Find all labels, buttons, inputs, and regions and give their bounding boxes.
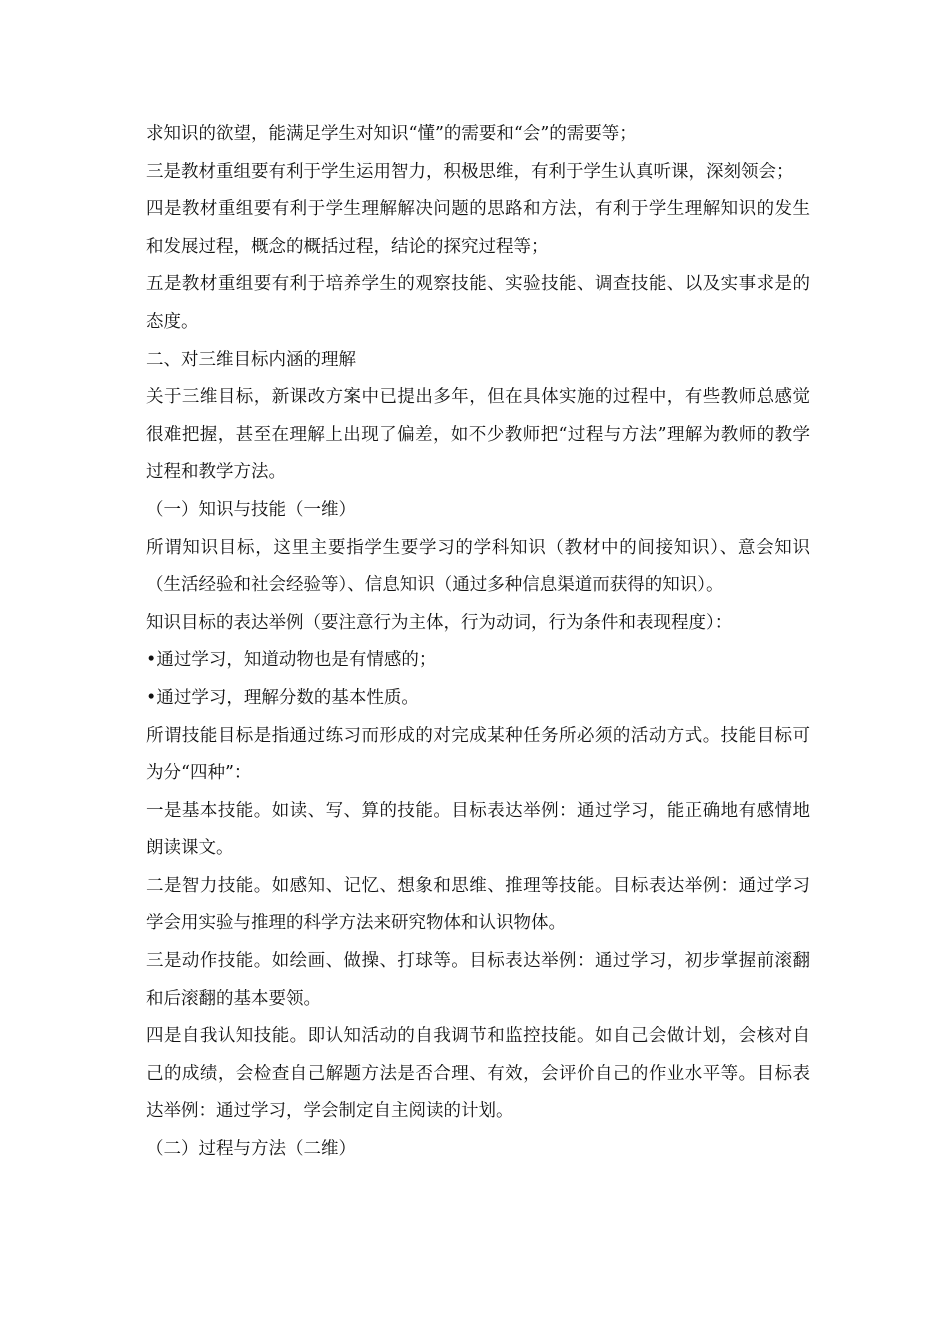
paragraph-point-five: 五是教材重组要有利于培养学生的观察技能、实验技能、调查技能、以及实事求是的态度。 <box>146 274 810 332</box>
paragraph-point-three: 三是教材重组要有利于学生运用智力，积极思维，有利于学生认真听课，深刻领会； <box>146 161 794 182</box>
bullet-example-fractions: •通过学习，理解分数的基本性质。 <box>146 687 419 708</box>
paragraph-self-cognition-skills: 四是自我认知技能。即认知活动的自我调节和监控技能。如自己会做计划，会核对自己的成绩，会检查自己解题方法是否合理、有效，会评价自己的作业水平等。目标表达举例：通过学习，学会制定自主阅读的计划。 <box>146 1026 810 1122</box>
paragraph-motor-skills: 三是动作技能。如绘画、做操、打球等。目标表达举例：通过学习，初步掌握前滚翻和后滚翻的基本要领。 <box>146 951 810 1009</box>
section-heading-three-dimensional-goals: 二、对三维目标内涵的理解 <box>146 349 356 370</box>
document-body <box>146 116 810 1169</box>
paragraph-basic-skills: 一是基本技能。如读、写、算的技能。目标表达举例：通过学习，能正确地有感情地朗读课文。 <box>146 800 810 859</box>
paragraph-three-dimensional-intro: 关于三维目标，新课改方案中已提出多年，但在具体实施的过程中，有些教师总感觉很难把握，甚至在理解上出现了偏差，如不少教师把“过程与方法”理解为教师的教学过程和教学方法。 <box>146 387 810 483</box>
paragraph-point-four: 四是教材重组要有利于学生理解解决问题的思路和方法，有利于学生理解知识的发生和发展过程，概念的概括过程，结论的探究过程等； <box>146 199 810 257</box>
subheading-process-and-method: （二）过程与方法（二维） <box>146 1139 356 1160</box>
paragraph-knowledge-goal-example-intro: 知识目标的表达举例（要注意行为主体，行为动词，行为条件和表现程度）： <box>146 612 733 633</box>
paragraph-learning-desire: 求知识的欲望，能满足学生对知识“懂”的需要和“会”的需要等； <box>146 124 637 144</box>
subheading-knowledge-and-skills: （一）知识与技能（一维） <box>146 499 356 520</box>
paragraph-skill-goal-definition: 所谓技能目标是指通过练习而形成的对完成某种任务所必须的活动方式。技能目标可为分“四种”： <box>146 725 810 784</box>
bullet-example-animals: •通过学习，知道动物也是有情感的； <box>146 650 437 671</box>
paragraph-intellectual-skills: 二是智力技能。如感知、记忆、想象和思维、推理等技能。目标表达举例：通过学习学会用实验与推理的科学方法来研究物体和认识物体。 <box>146 875 810 934</box>
paragraph-knowledge-goal-definition: 所谓知识目标，这里主要指学生要学习的学科知识（教材中的间接知识）、意会知识（生活经验和社会经验等）、信息知识（通过多种信息渠道而获得的知识）。 <box>146 537 810 596</box>
